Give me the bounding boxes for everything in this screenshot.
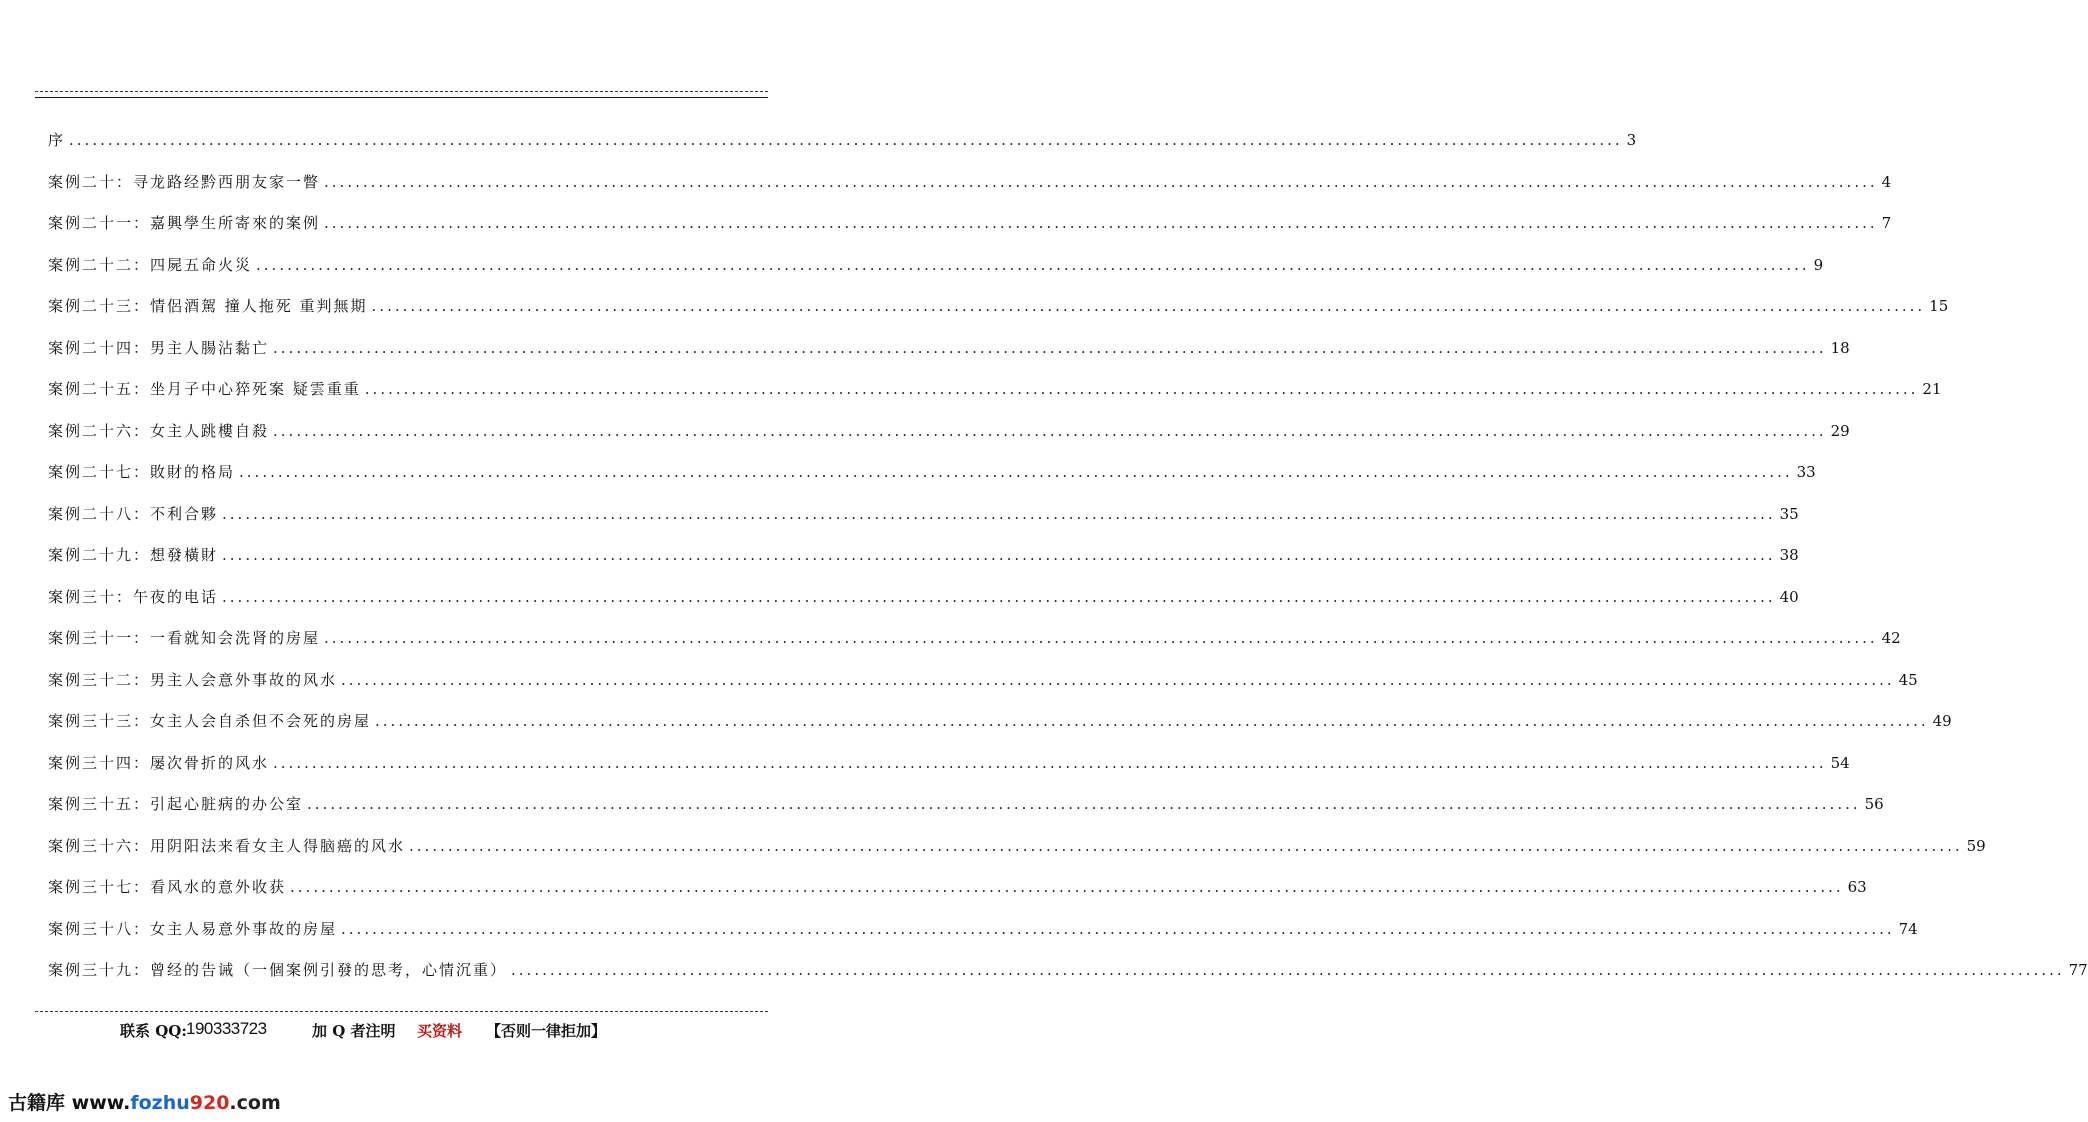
toc-dot-leader: ........................................................................................................................................................................................................ xyxy=(273,338,1827,357)
toc-dot-leader: ........................................................................................................................................................................................................ xyxy=(273,421,1827,440)
toc-dot-leader: ........................................................................................................................................................................................................ xyxy=(364,380,1919,398)
toc-entry[interactable] xyxy=(48,670,1918,712)
toc-entry[interactable] xyxy=(48,296,1949,338)
toc-entry-title: 案例二十三：情侶酒駕 撞人拖死 重判無期 xyxy=(48,297,368,315)
toc-dot-leader: ........................................................................................................................................................................................................ xyxy=(222,504,1776,523)
contact-label: 联系 QQ: xyxy=(120,1022,187,1040)
toc-page-number: 9 xyxy=(1813,255,1824,274)
toc-page-number: 38 xyxy=(1779,546,1799,564)
toc-entry[interactable] xyxy=(48,836,1986,878)
toc-entry[interactable] xyxy=(48,545,1799,587)
header-solid-rule xyxy=(35,97,768,98)
header-dashed-rule xyxy=(35,91,768,92)
contact-note-highlight: 买资料 xyxy=(417,1022,463,1040)
toc-dot-leader: ........................................................................................................................................................................................................ xyxy=(290,878,1844,896)
watermark-url-www: www. xyxy=(71,1092,131,1114)
toc-entry-title: 案例三十四：屡次骨折的风水 xyxy=(48,753,270,772)
toc-entry-title: 案例三十一：一看就知会洗肾的房屋 xyxy=(48,629,321,647)
toc-page-number: 56 xyxy=(1864,795,1884,813)
toc-entry-title: 案例二十五：坐月子中心猝死案 疑雲重重 xyxy=(48,380,361,398)
toc-page-number: 45 xyxy=(1898,670,1918,689)
toc-page-number: 21 xyxy=(1922,380,1942,398)
table-of-contents xyxy=(48,130,2088,1002)
toc-page-number: 40 xyxy=(1779,587,1799,606)
toc-entry-title: 案例三十六：用阴阳法来看女主人得脑癌的风水 xyxy=(48,836,406,855)
toc-entry-title: 案例三十二：男主人会意外事故的风水 xyxy=(48,670,338,689)
toc-entry-title: 序 xyxy=(48,131,66,149)
toc-page-number: 4 xyxy=(1881,172,1892,191)
watermark-site-name: 古籍库 xyxy=(8,1092,66,1114)
toc-page-number: 29 xyxy=(1830,421,1850,440)
toc-dot-leader: ........................................................................................................................................................................................................ xyxy=(341,919,1895,938)
toc-page-number: 49 xyxy=(1932,712,1952,730)
toc-entry-title: 案例二十六：女主人跳樓自殺 xyxy=(48,421,270,440)
toc-dot-leader: ........................................................................................................................................................................................................ xyxy=(273,753,1827,772)
toc-dot-leader: ........................................................................................................................................................................................................ xyxy=(371,297,1926,315)
toc-dot-leader: ........................................................................................................................................................................................................ xyxy=(256,255,1810,274)
toc-entry-title: 案例三十三：女主人会自杀但不会死的房屋 xyxy=(48,712,372,730)
toc-dot-leader: ........................................................................................................................................................................................................ xyxy=(307,795,1861,813)
toc-page-number: 42 xyxy=(1881,629,1901,647)
toc-entry-title: 案例三十九：曾经的告诫（一個案例引發的思考，心情沉重） xyxy=(48,961,508,979)
toc-entry-title: 案例二十八：不利合夥 xyxy=(48,504,219,523)
toc-entry[interactable] xyxy=(48,379,1942,421)
toc-entry[interactable] xyxy=(48,504,1799,546)
toc-dot-leader: ........................................................................................................................................................................................................ xyxy=(511,961,2065,979)
toc-dot-leader: ........................................................................................................................................................................................................ xyxy=(324,629,1878,647)
toc-dot-leader: ........................................................................................................................................................................................................ xyxy=(222,546,1776,564)
toc-page-number: 63 xyxy=(1847,878,1867,896)
toc-dot-leader: ........................................................................................................................................................................................................ xyxy=(375,712,1929,730)
contact-note: 加 Q 者注明 xyxy=(312,1022,396,1040)
watermark-url-fozhu: fozhu xyxy=(130,1092,190,1114)
toc-entry[interactable] xyxy=(48,587,1799,629)
toc-entry-title: 案例二十一：嘉興學生所寄來的案例 xyxy=(48,214,321,232)
toc-entry[interactable] xyxy=(48,462,1816,504)
toc-entry-title: 案例三十七：看风水的意外收获 xyxy=(48,878,287,896)
qq-number: 190333723 xyxy=(186,1019,267,1038)
toc-dot-leader: ........................................................................................................................................................................................................ xyxy=(324,214,1878,232)
toc-entry-title: 案例二十四：男主人腸沾黏亡 xyxy=(48,338,270,357)
toc-entry-title: 案例三十：午夜的电话 xyxy=(48,587,219,606)
toc-page-number: 33 xyxy=(1796,463,1816,481)
toc-page-number: 18 xyxy=(1830,338,1850,357)
toc-dot-leader: ........................................................................................................................................................................................................ xyxy=(69,131,1623,149)
toc-entry[interactable] xyxy=(48,919,1918,961)
toc-entry[interactable] xyxy=(48,711,1952,753)
toc-page-number: 77 xyxy=(2068,961,2088,979)
toc-entry-title: 案例三十八：女主人易意外事故的房屋 xyxy=(48,919,338,938)
toc-entry[interactable] xyxy=(48,338,1850,380)
footer-dashed-rule xyxy=(35,1011,768,1012)
site-watermark xyxy=(8,1088,281,1115)
toc-entry[interactable] xyxy=(48,960,2088,1002)
toc-page-number: 15 xyxy=(1929,297,1949,315)
toc-entry-title: 案例二十二：四屍五命火災 xyxy=(48,255,253,274)
toc-entry-title: 案例二十七：敗財的格局 xyxy=(48,463,236,481)
toc-page-number: 74 xyxy=(1898,919,1918,938)
toc-entry[interactable] xyxy=(48,877,1867,919)
toc-dot-leader: ........................................................................................................................................................................................................ xyxy=(222,587,1776,606)
toc-page-number: 3 xyxy=(1626,131,1637,149)
toc-page-number: 7 xyxy=(1881,214,1892,232)
toc-entry[interactable] xyxy=(48,172,1892,214)
toc-entry-title: 案例二十：寻龙路经黔西朋友家一瞥 xyxy=(48,172,321,191)
toc-page-number: 59 xyxy=(1966,836,1986,855)
toc-dot-leader: ........................................................................................................................................................................................................ xyxy=(239,463,1793,481)
toc-dot-leader: ........................................................................................................................................................................................................ xyxy=(341,670,1895,689)
watermark-url-920: 920 xyxy=(189,1092,230,1114)
toc-entry[interactable] xyxy=(48,130,1637,172)
toc-entry[interactable] xyxy=(48,628,1901,670)
toc-entry-title: 案例三十五：引起心脏病的办公室 xyxy=(48,795,304,813)
watermark-url-com: .com xyxy=(229,1092,281,1114)
toc-page-number: 35 xyxy=(1779,504,1799,523)
toc-dot-leader: ........................................................................................................................................................................................................ xyxy=(324,172,1878,191)
toc-page-number: 54 xyxy=(1830,753,1850,772)
toc-entry[interactable] xyxy=(48,753,1850,795)
contact-warning: 【否则一律拒加】 xyxy=(486,1022,607,1040)
toc-dot-leader: ........................................................................................................................................................................................................ xyxy=(409,836,1963,855)
toc-entry[interactable] xyxy=(48,255,1824,297)
toc-entry-title: 案例二十九：想發橫財 xyxy=(48,546,219,564)
toc-entry[interactable] xyxy=(48,794,1884,836)
toc-entry[interactable] xyxy=(48,213,1892,255)
toc-entry[interactable] xyxy=(48,421,1850,463)
